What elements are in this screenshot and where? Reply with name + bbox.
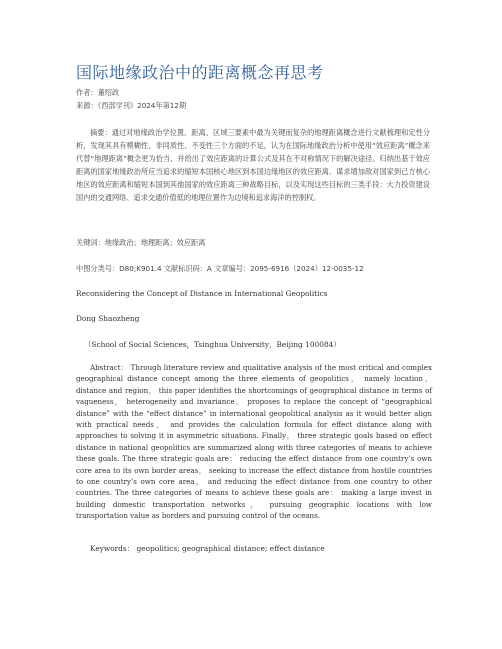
author-line: 作者：董绍政 [76,88,120,97]
classification-line: 中图分类号：D80;K901.4 文献标识码：A 文章编号：2095-6916（2024）12-0035-12 [76,264,364,273]
article-title: 国际地缘政治中的距离概念再思考 [76,63,324,82]
keywords-en: Keywords： geopolitics; geographical distance; effect distance [90,544,325,553]
abstract-en: Abstract： Through literature review and qualitative analysis of the most critical and complex geographical distance concept among the three elements of geopolitics， namely location， distance and region， this paper identifies the shortcomings of geographical distance in terms of vagueness， heterogeneity and invariance， proposes to replace the concept of “geographical distance” with the “effect distance” in international geopolitical analysis as it would better align with practical needs， and provides the calculation formula for effect distance along with approaches to solving it in asymmetric situations. Finally， three strategic goals based on effect distance in national geopolitics are summarized along with three categories of means to achieve these goals. The three strategic goals are： reducing the effect distance from one country’s own core area to its own border areas， seeking to increase the effect distance from hostile countries to one country’s own core area， and reducing the effect distance from one country to other countries. The three categories of means to achieve these goals are： making a large invest in building domestic transportation networks， pursuing geographic locations with low transportation value as borders and pursuing control of the oceans. [76,363,432,521]
title-en: Reconsidering the Concept of Distance in International Geopolitics [76,289,328,298]
keywords-zh: 关键词：地缘政治；地理距离；效应距离 [76,238,206,247]
author-en: Dong Shaozheng [76,314,140,323]
affiliation-en: （School of Social Sciences，Tsinghua University，Beijing 100084） [84,340,341,349]
abstract-zh: 摘要：通过对地缘政治学位置、距离、区域三要素中最为关键而复杂的地理距离概念进行文献梳理和定性分析，发现其具有模糊性、非同质性、不变性三个方面的不足，认为在国际地缘政治分析中使用“效应距离”概念来代替“地理距离”概念更为恰当，并给出了效应距离的计算公式及其在不对称情况下的解决途径。归纳出基于效应距离的国家地缘政治所应当追求的缩短本国核心地区到本国边缘地区的效应距离、谋求增加敌对国家到己方核心地区的效应距离和缩短本国到其他国家的效应距离三种战略目标，以及实现这些目标的三类手段：大力投资建设国内的交通网络、追求交通价值低的地理位置作为边境和追求海洋的控制权。 [76,128,430,202]
source-line: 来源：《西部学刊》2024年第12期 [76,101,187,110]
